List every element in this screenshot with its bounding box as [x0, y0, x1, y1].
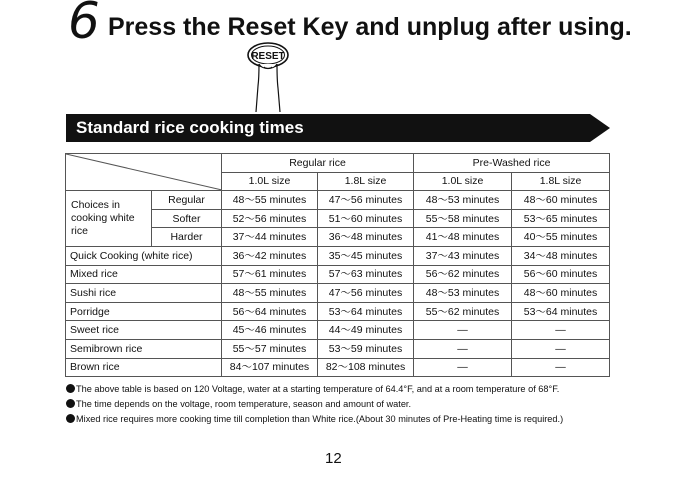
table-cell: 36～42 minutes — [222, 246, 318, 265]
table-row — [66, 246, 610, 265]
table-cell: 48～53 minutes — [414, 284, 512, 303]
table-cell: 35～45 minutes — [318, 246, 414, 265]
row-label: Sushi rice — [66, 284, 222, 303]
table-cell: 40～55 minutes — [512, 228, 610, 247]
row-label: Brown rice — [66, 358, 222, 377]
table-cell: — — [512, 358, 610, 377]
page-number: 12 — [325, 450, 342, 467]
table-cell: 47～56 minutes — [318, 284, 414, 303]
bullet-icon — [66, 399, 75, 408]
table-cell: 48～55 minutes — [222, 191, 318, 210]
rice-cooking-times-table — [65, 153, 610, 377]
table-cell: 53～64 minutes — [318, 302, 414, 321]
table-cell: 44～49 minutes — [318, 321, 414, 340]
table-cell: 52～56 minutes — [222, 209, 318, 228]
note-text: Mixed rice requires more cooking time till completion than White rice.(About 30 minutes of Pre-Heating time is required.) — [76, 414, 564, 424]
table-cell: 82～108 minutes — [318, 358, 414, 377]
table-cell: 45～46 minutes — [222, 321, 318, 340]
table-cell: 55～57 minutes — [222, 339, 318, 358]
row-label: Semibrown rice — [66, 339, 222, 358]
table-row — [66, 191, 610, 210]
table-cell: 47～56 minutes — [318, 191, 414, 210]
size-header: 1.0L size — [222, 172, 318, 191]
table-cell: — — [512, 339, 610, 358]
section-banner — [66, 114, 610, 142]
table-cell: 48～60 minutes — [512, 191, 610, 210]
table-cell: 57～63 minutes — [318, 265, 414, 284]
table-cell: — — [512, 321, 610, 340]
row-label: Quick Cooking (white rice) — [66, 246, 222, 265]
choices-label: Choices in cooking white rice — [66, 191, 152, 247]
table-cell: 48～60 minutes — [512, 284, 610, 303]
note-item — [66, 412, 666, 427]
size-header: 1.8L size — [318, 172, 414, 191]
note-text: The above table is based on 120 Voltage, water at a starting temperature of 64.4°F, and at a room temperature of 68°F. — [76, 384, 560, 394]
step-number: 6 — [68, 0, 100, 50]
table-cell: 53～65 minutes — [512, 209, 610, 228]
note-item — [66, 397, 666, 412]
finger-pressing-icon — [238, 40, 298, 112]
table-cell: 56～62 minutes — [414, 265, 512, 284]
table-row — [66, 358, 610, 377]
table-cell: 57～61 minutes — [222, 265, 318, 284]
group-header-prewashed: Pre-Washed rice — [414, 154, 610, 173]
group-header-regular: Regular rice — [222, 154, 414, 173]
row-label: Softer — [152, 209, 222, 228]
table-cell: 41～48 minutes — [414, 228, 512, 247]
notes — [66, 382, 666, 427]
table-cell: — — [414, 321, 512, 340]
reset-key-illustration — [238, 40, 298, 112]
table-row — [66, 302, 610, 321]
table-cell: 48～55 minutes — [222, 284, 318, 303]
table-cell: 48～53 minutes — [414, 191, 512, 210]
table-row — [66, 321, 610, 340]
row-label: Harder — [152, 228, 222, 247]
bullet-icon — [66, 414, 75, 423]
size-header: 1.0L size — [414, 172, 512, 191]
table-cell: 53～59 minutes — [318, 339, 414, 358]
diagonal-line — [66, 154, 222, 190]
table-row — [66, 265, 610, 284]
table-cell: 56～64 minutes — [222, 302, 318, 321]
table-cell: 84～107 minutes — [222, 358, 318, 377]
table-cell: 53～64 minutes — [512, 302, 610, 321]
row-label: Mixed rice — [66, 265, 222, 284]
section-title: Standard rice cooking times — [76, 118, 304, 137]
table-cell: 51～60 minutes — [318, 209, 414, 228]
table-cell: 36～48 minutes — [318, 228, 414, 247]
row-label: Porridge — [66, 302, 222, 321]
size-header: 1.8L size — [512, 172, 610, 191]
table-row — [66, 284, 610, 303]
row-label: Sweet rice — [66, 321, 222, 340]
table-cell: 55～62 minutes — [414, 302, 512, 321]
table-cell: — — [414, 358, 512, 377]
step-title: Press the Reset Key and unplug after using. — [108, 13, 632, 41]
table-cell: 55～58 minutes — [414, 209, 512, 228]
note-item — [66, 382, 666, 397]
table-header-row — [66, 154, 610, 173]
note-text: The time depends on the voltage, room temperature, season and amount of water. — [76, 399, 412, 409]
reset-key-label: RESET — [251, 51, 285, 62]
table-cell: — — [414, 339, 512, 358]
table-corner-cell — [66, 154, 222, 191]
row-label: Regular — [152, 191, 222, 210]
table-cell: 34～48 minutes — [512, 246, 610, 265]
table-cell: 37～44 minutes — [222, 228, 318, 247]
table-row — [66, 339, 610, 358]
table-cell: 56～60 minutes — [512, 265, 610, 284]
table-cell: 37～43 minutes — [414, 246, 512, 265]
bullet-icon — [66, 384, 75, 393]
